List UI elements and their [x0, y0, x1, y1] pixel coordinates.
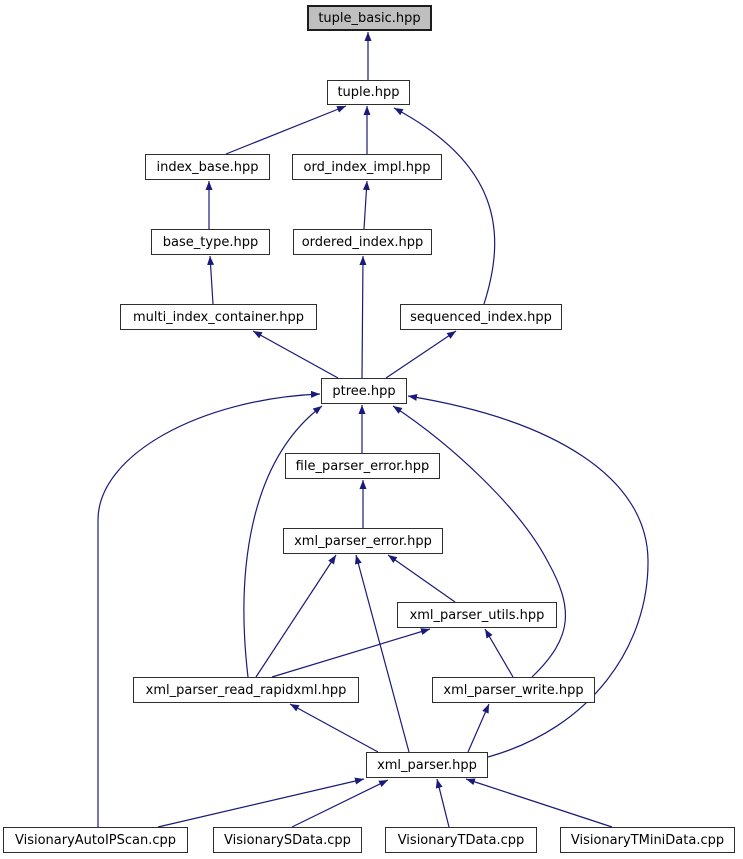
edge-xml-parser-hpp-to-xml-parser-read-rapidxml-hpp [290, 704, 378, 752]
node-sequenced-index-hpp[interactable]: sequenced_index.hpp [400, 304, 562, 330]
edge-visionary-tdata-cpp-to-xml-parser-hpp [437, 779, 449, 827]
edge-visionary-tmini-data-cpp-to-xml-parser-hpp [466, 779, 612, 827]
node-ordered-index-hpp[interactable]: ordered_index.hpp [293, 229, 432, 255]
edges-group [98, 32, 648, 827]
edge-xml-parser-read-rapidxml-hpp-to-xml-parser-error-hpp [256, 555, 336, 677]
node-visionary-auto-ip-scan-cpp[interactable]: VisionaryAutoIPScan.cpp [3, 827, 188, 853]
edge-visionary-sdata-cpp-to-xml-parser-hpp [292, 780, 388, 827]
node-file-parser-error-hpp[interactable]: file_parser_error.hpp [285, 453, 440, 479]
node-ptree-hpp[interactable]: ptree.hpp [321, 378, 407, 404]
node-index-base-hpp[interactable]: index_base.hpp [145, 154, 270, 180]
node-visionary-tmini-data-cpp[interactable]: VisionaryTMiniData.cpp [560, 827, 735, 853]
edge-sequenced-index-hpp-to-tuple-hpp [394, 108, 495, 304]
edge-ordered-index-hpp-to-ord-index-impl-hpp [364, 181, 367, 229]
edge-xml-parser-hpp-to-xml-parser-error-hpp [356, 555, 409, 752]
node-xml-parser-utils-hpp[interactable]: xml_parser_utils.hpp [397, 602, 557, 628]
node-tuple-hpp[interactable]: tuple.hpp [327, 80, 410, 105]
edge-ptree-hpp-to-ordered-index-hpp [362, 256, 363, 378]
node-xml-parser-write-hpp[interactable]: xml_parser_write.hpp [432, 677, 595, 703]
edge-ptree-hpp-to-sequenced-index-hpp [386, 331, 456, 378]
edge-xml-parser-utils-hpp-to-xml-parser-error-hpp [388, 555, 455, 602]
node-xml-parser-error-hpp[interactable]: xml_parser_error.hpp [283, 528, 443, 554]
node-visionary-sdata-cpp[interactable]: VisionarySData.cpp [213, 827, 362, 853]
node-xml-parser-hpp[interactable]: xml_parser.hpp [366, 752, 488, 778]
edge-xml-parser-read-rapidxml-hpp-to-xml-parser-utils-hpp [272, 629, 430, 677]
edge-visionary-auto-ip-scan-cpp-to-xml-parser-hpp [158, 779, 364, 827]
edge-xml-parser-hpp-to-xml-parser-write-hpp [468, 704, 489, 752]
node-visionary-tdata-cpp[interactable]: VisionaryTData.cpp [385, 827, 537, 853]
node-tuple-basic-hpp: tuple_basic.hpp [307, 5, 432, 31]
node-xml-parser-read-rapidxml-hpp[interactable]: xml_parser_read_rapidxml.hpp [133, 677, 359, 703]
node-base-type-hpp[interactable]: base_type.hpp [151, 229, 270, 255]
node-ord-index-impl-hpp[interactable]: ord_index_impl.hpp [292, 154, 442, 180]
edge-xml-parser-write-hpp-to-xml-parser-utils-hpp [485, 629, 513, 677]
edge-multi-index-container-hpp-to-base-type-hpp [210, 256, 213, 304]
edge-ptree-hpp-to-multi-index-container-hpp [253, 331, 338, 378]
edge-index-base-hpp-to-tuple-hpp [226, 106, 346, 154]
node-multi-index-container-hpp[interactable]: multi_index_container.hpp [120, 304, 317, 330]
